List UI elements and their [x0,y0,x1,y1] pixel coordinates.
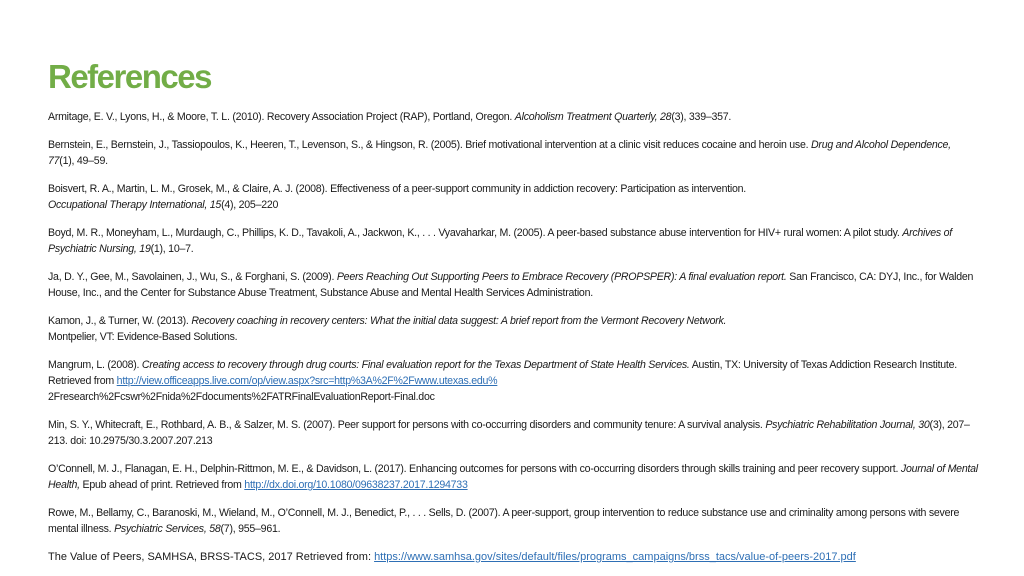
reference-text: Austin, TX: University of Texas Addiction Research Institute. Retrieved from [48,359,957,387]
reference-list [48,109,978,565]
reference-text: (3), 339–357. [671,111,732,123]
reference-source-title: Peers Reaching Out Supporting Peers to Embrace Recovery (PROPSPER): A final evaluation report. [336,271,787,283]
reference-text: Kamon, J., & Turner, W. (2013). [48,315,192,327]
reference-source-title: Creating access to recovery through drug courts: Final evaluation report for the Texas Department of State Health Services. [141,359,690,371]
reference-link[interactable]: http://view.officeapps.live.com/op/view.aspx?src=http%3A%2F%2Fwww.utexas.edu% [116,375,498,387]
reference-item [48,137,978,169]
page-title: References [48,58,211,95]
reference-item [48,417,978,449]
reference-text: Min, S. Y., Whitecraft, E., Rothbard, A. B., & Salzer, M. S. (2007). Peer support for persons with co-occurring disorders and community tenure: A survival analysis. [48,419,766,431]
reference-source-title: Psychiatric Services, 58 [114,523,221,535]
reference-text: Ja, D. Y., Gee, M., Savolainen, J., Wu, S., & Forghani, S. (2009). [48,271,337,283]
reference-source-title: Psychiatric Rehabilitation Journal, 30 [765,419,930,431]
reference-link[interactable]: http://dx.doi.org/10.1080/09638237.2017.1294733 [244,479,468,491]
reference-link[interactable]: https://www.samhsa.gov/sites/default/files/programs_campaigns/brss_tacs/value-of-peers-2017.pdf [374,551,856,563]
reference-item [48,269,978,301]
reference-text: Bernstein, E., Bernstein, J., Tassiopoulos, K., Heeren, T., Levenson, S., & Hingson, R. (2005). Brief motivational intervention at a clinic visit reduces cocaine and heroin use. [48,139,812,151]
reference-text: (7), 955–961. [220,523,281,535]
reference-text: The Value of Peers, SAMHSA, BRSS-TACS, 2017 Retrieved from: [48,551,375,563]
reference-text: Armitage, E. V., Lyons, H., & Moore, T. L. (2010). Recovery Association Project (RAP), Portland, Oregon. [48,111,515,123]
reference-text: (1), 10–7. [150,243,194,255]
reference-source-title: Drug and Alcohol Dependence, 77 [48,139,951,167]
reference-source-title: Alcoholism Treatment Quarterly, 28 [514,111,672,123]
reference-source-title: Recovery coaching in recovery centers: What the initial data suggest: A brief report from the Vermont Recovery Network. [191,315,727,327]
reference-text: (1), 49–59. [59,155,108,167]
reference-text: Rowe, M., Bellamy, C., Baranoski, M., Wieland, M., O’Connell, M. J., Benedict, P., . . . Sells, D. (2007). A peer-support, group intervention to reduce substance use and criminality among persons with severe mental illness. [48,507,960,535]
reference-item [48,505,978,537]
reference-text: O’Connell, M. J., Flanagan, E. H., Delphin-Rittmon, M. E., & Davidson, L. (2017). Enhancing outcomes for persons with co-occurring disorders through skills training and peer recovery support. [48,463,901,475]
reference-item [48,109,978,125]
reference-text: Montpelier, VT: Evidence-Based Solutions. [48,331,238,343]
reference-item [48,549,978,565]
reference-text: (3), 207–213. doi: 10.2975/30.3.2007.207.213 [48,419,970,447]
reference-source-title: Journal of Mental Health, [48,463,978,491]
reference-item [48,357,978,405]
reference-text: 2Fresearch%2Fcswr%2Fnida%2Fdocuments%2FATRFinalEvaluationReport-Final.doc [48,391,435,403]
reference-item [48,313,978,345]
reference-item [48,225,978,257]
reference-text: Mangrum, L. (2008). [48,359,142,371]
reference-text: Boisvert, R. A., Martin, L. M., Grosek, M., & Claire, A. J. (2008). Effectiveness of a peer-support community in addiction recovery: Participation as intervention. [48,183,746,195]
reference-source-title: Occupational Therapy International, 15 [48,199,222,211]
reference-text: Boyd, M. R., Moneyham, L., Murdaugh, C., Phillips, K. D., Tavakoli, A., Jackwon, K., . . . Vyavaharkar, M. (2005). A peer-based substance abuse intervention for HIV+ rural women: A pilot study. [48,227,903,239]
reference-item [48,461,978,493]
reference-text: (4), 205–220 [221,199,279,211]
reference-text: San Francisco, CA: DYJ, Inc., for Walden House, Inc., and the Center for Substance Abuse Treatment, Substance Abuse and Mental Health Services Administration. [48,271,974,299]
reference-source-title: Archives of Psychiatric Nursing, 19 [48,227,952,255]
reference-text: Epub ahead of print. Retrieved from [79,479,245,491]
reference-item [48,181,978,213]
